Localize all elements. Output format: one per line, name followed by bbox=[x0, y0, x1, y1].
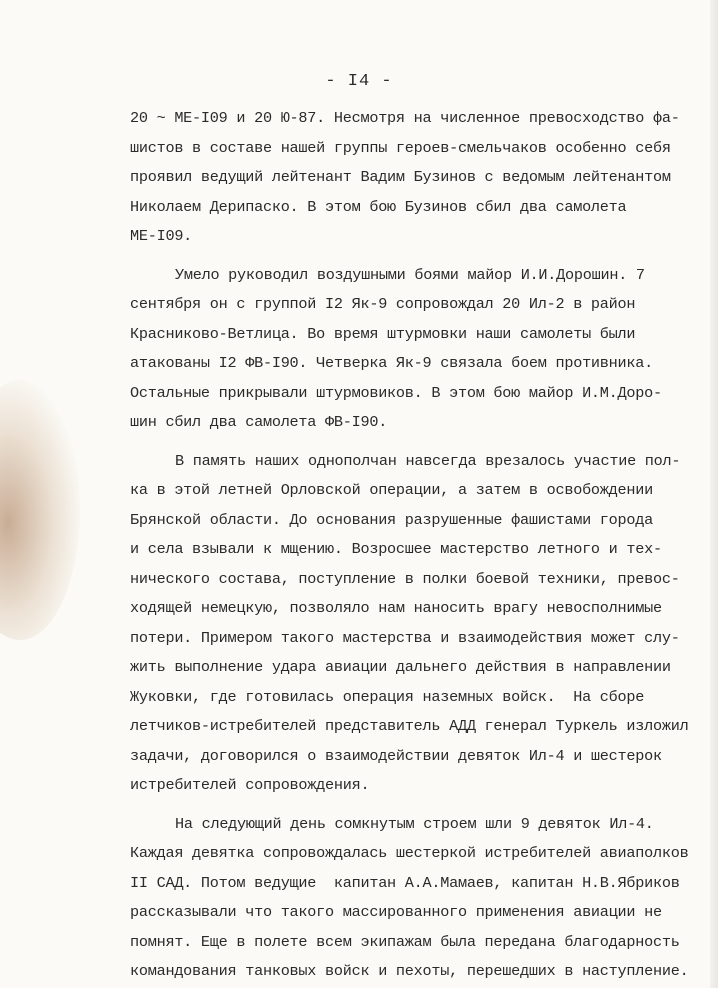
text-line: сентября он с группой I2 Як-9 сопровождал 20 Ил-2 в район bbox=[130, 295, 636, 313]
paper-edge bbox=[710, 0, 718, 988]
text-line: задачи, договорился о взаимодействии девяток Ил-4 и шестерок bbox=[130, 746, 662, 765]
text-line: На следующий день сомкнутым строем шли 9 девяток Ил-4. bbox=[175, 814, 654, 833]
text-line: нического состава, поступление в полки боевой техники, превос- bbox=[130, 569, 680, 588]
text-line: истребителей сопровождения. bbox=[130, 776, 370, 794]
text-line: В память наших однополчан навсегда врезалось участие пол- bbox=[175, 451, 681, 470]
text-line: МЕ-I09. bbox=[130, 227, 193, 245]
text-line: Умело руководил воздушными боями майор И.И.Дорошин. 7 bbox=[175, 265, 645, 284]
text-line: II САД. Потом ведущие капитан А.А.Мамаев, капитан Н.В.Ябриков bbox=[130, 873, 680, 892]
text-line: 20 ~ МЕ-I09 и 20 Ю-87. Несмотря на численное превосходство фа- bbox=[130, 109, 680, 127]
text-line: жить выполнение удара авиации дальнего действия в направлении bbox=[130, 658, 671, 676]
text-line: Брянской области. До основания разрушенные фашистами города bbox=[130, 510, 653, 529]
text-line: проявил ведущий лейтенант Вадим Бузинов с ведомым лейтенантом bbox=[130, 168, 671, 186]
text-line: Красниково-Ветлица. Во время штурмовки наши самолеты были bbox=[130, 324, 636, 343]
body-text bbox=[130, 104, 689, 987]
text-line: атакованы I2 ФВ-I90. Четверка Як-9 связала боем противника. bbox=[130, 354, 653, 372]
page-number: - I4 - bbox=[325, 72, 393, 91]
paper-stain bbox=[0, 380, 80, 640]
text-line: ка в этой летней Орловской операции, а затем в освобождении bbox=[130, 481, 653, 499]
text-line: Николаем Дерипаско. В этом бою Бузинов сбил два самолета bbox=[130, 197, 627, 216]
text-line: летчиков-истребителей представитель АДД генерал Туркель изложил bbox=[130, 717, 689, 735]
text-line: и села взывали к мщению. Возросшее мастерство летного и тех- bbox=[130, 540, 662, 558]
text-line: Каждая девятка сопровождалась шестеркой истребителей авиаполков bbox=[130, 844, 689, 862]
text-line: шин сбил два самолета ФВ-I90. bbox=[130, 413, 388, 431]
text-line: шистов в составе нашей группы героев-смельчаков особенно себя bbox=[130, 138, 671, 157]
text-line: Остальные прикрывали штурмовиков. В этом бою майор И.М.Доро- bbox=[130, 383, 662, 402]
text-line: рассказывали что такого массированного применения авиации не bbox=[130, 903, 662, 921]
text-line: командования танковых войск и пехоты, перешедших в наступление. bbox=[130, 962, 689, 980]
text-line: Жуковки, где готовилась операция наземных войск. На сборе bbox=[130, 687, 645, 706]
text-line: ходящей немецкую, позволяло нам наносить врагу невосполнимые bbox=[130, 599, 662, 617]
text-line: потери. Примером такого мастерства и взаимодействия может слу- bbox=[130, 628, 680, 647]
text-line: помнят. Еще в полете всем экипажам была передана благодарность bbox=[130, 932, 680, 951]
